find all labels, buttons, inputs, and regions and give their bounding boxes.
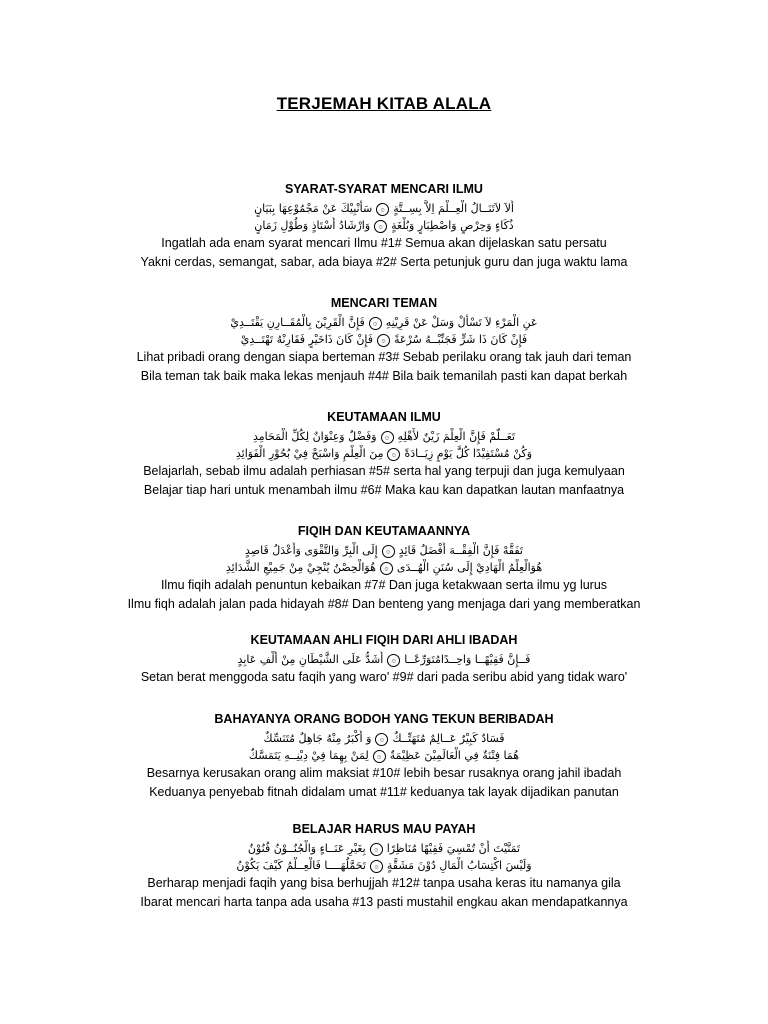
translation-line: Belajar tiap hari untuk menambah ilmu #6# Maka kau kan dapatkan lautan manfaatnya: [143, 483, 625, 497]
arabic-hemistich: وَلَيْسَ اكْتِسَابُ الْمَالِ دُوْنَ مَشَقَّةٍ: [386, 859, 532, 872]
arabic-hemistich: مِنَ الْعِلْمِ وَاسْبَحْ فِيْ بُحُوْرِ الْفَوَائِدِ: [235, 447, 384, 460]
section-keutamaan-ahli-fiqih: [0, 633, 768, 687]
arabic-hemistich: تَمَنَّيْتَ أَنْ تُمْسِيَ فَقِيْهًا مُنَاظِرًا: [386, 842, 521, 855]
arabic-verse: [0, 651, 768, 668]
section-heading: SYARAT-SYARAT MENCARI ILMU: [285, 182, 483, 196]
arabic-hemistich: أَشَدُّ عَلَى الشَّيْطَانِ مِنْ أَلْفِ عَابِدٍ: [237, 653, 384, 666]
arabic-hemistich: هُمَا فِتْنَةٌ فِي الْعَالَمِيْنَ عَظِيْمَةٌ: [389, 749, 520, 762]
translation-line: Berharap menjadi faqih yang bisa berhujjah #12# tanpa usaha keras itu namanya gila: [147, 876, 621, 890]
translation-line: Ilmu fiqih adalah penuntun kebaikan #7# Dan juga ketakwaan serta ilmu yg lurus: [160, 578, 608, 592]
verse-separator-icon: ۞: [382, 545, 395, 558]
arabic-hemistich: وَارْشَادُ أُسْتَاذٍ وَطُوْلِ زَمَانٍ: [254, 219, 371, 232]
arabic-verse: [0, 428, 768, 445]
arabic-verse: [0, 217, 768, 234]
translation-line: Besarnya kerusakan orang alim maksiat #10# lebih besar rusaknya orang jahil ibadah: [146, 766, 622, 780]
verse-separator-icon: ۞: [370, 843, 383, 856]
arabic-hemistich: ذُكَاءٍ وَحِرْصٍ وَاصْطِبَارٍ وَبُلْغَةٍ: [391, 219, 514, 232]
translation-line: Ingatlah ada enam syarat mencari Ilmu #1# Semua akan dijelaskan satu persatu: [161, 236, 607, 250]
arabic-verse: [0, 559, 768, 576]
section-heading: MENCARI TEMAN: [330, 296, 438, 310]
arabic-verse: [0, 445, 768, 462]
arabic-hemistich: فَــإِنَّ فَقِيْهًــا وَاحِــدًامُتَوَرِّعًــا: [404, 653, 531, 666]
arabic-hemistich: سَأُنْبِيْكَ عَنْ مَجْمُوْعِهَا بِبَيَانٍ: [254, 202, 373, 215]
document-title: TERJEMAH KITAB ALALA: [276, 94, 492, 113]
arabic-hemistich: وَكُنْ مُسْتَفِيْدًا كُلَّ يَوْمٍ زِيَــادَةً: [404, 447, 533, 460]
arabic-verse: [0, 542, 768, 559]
verse-separator-icon: ۞: [387, 448, 400, 461]
arabic-hemistich: إِلَى الْبِرِّ وَالتَّقْوَى وَأَعْدَلُ قَاصِدٍ: [245, 544, 378, 557]
verse-separator-icon: ۞: [373, 750, 386, 763]
arabic-hemistich: فَإِنْ كَانَ ذَاخَيْرٍ فَقَارِنْهُ تَهْتَــدِيْ: [240, 333, 374, 346]
verse-separator-icon: ۞: [377, 334, 390, 347]
arabic-hemistich: تَفَقَّهْ فَإِنَّ الْفِقْــهَ أَفْضَلُ قَائِدٍ: [398, 544, 523, 557]
section-syarat-mencari-ilmu: [0, 182, 768, 272]
arabic-hemistich: بِغَيْرِ عَنَــاءٍ وَالْجُنُــوْنُ فُنُوْنٌ: [247, 842, 366, 855]
arabic-hemistich: فَإِنْ كَانَ ذَا شَرٍّ فَجَنِّبْــهُ سُرْعَةً: [394, 333, 528, 346]
translation-line: Yakni cerdas, semangat, sabar, ada biaya #2# Serta petunjuk guru dan juga waktu lama: [140, 255, 628, 269]
verse-separator-icon: ۞: [381, 431, 394, 444]
arabic-hemistich: تَعَــلَّمْ فَإِنَّ الْعِلْمَ زَيْنٌ لأَهْلِهِ: [397, 430, 516, 443]
verse-separator-icon: ۞: [370, 860, 383, 873]
arabic-hemistich: عَنِ الْمَرْءِ لاَ تَسْأَلْ وَسَلْ عَنْ قَرِيْنِهِ: [385, 316, 538, 329]
section-heading: BAHAYANYA ORANG BODOH YANG TEKUN BERIBADAH: [214, 712, 554, 726]
arabic-hemistich: هُوَالْحِصْنُ يُنْجِيْ مِنْ جَمِيْعِ الشَّدَائِدِ: [225, 561, 376, 574]
translation-line: Ibarat mencari harta tanpa ada usaha #13 pasti mustahil engkau akan mendapatkannya: [140, 895, 628, 909]
section-heading: KEUTAMAAN ILMU: [327, 410, 441, 424]
verse-separator-icon: ۞: [374, 220, 387, 233]
verse-separator-icon: ۞: [387, 654, 400, 667]
translation-line: Belajarlah, sebab ilmu adalah perhiasan #5# serta hal yang terpuji dan juga kemulyaan: [143, 464, 625, 478]
verse-separator-icon: ۞: [380, 562, 393, 575]
section-mencari-teman: [0, 296, 768, 386]
arabic-verse: [0, 730, 768, 747]
section-belajar-harus-mau-payah: [0, 822, 768, 912]
arabic-hemistich: وَ أَكْبَرُ مِنْهُ جَاهِلٌ مُتَنَسِّكٌ: [263, 732, 372, 745]
translation-line: Ilmu fiqh adalah jalan pada hidayah #8# Dan benteng yang menjaga dari yang memberatkan: [127, 597, 641, 611]
section-fiqih-dan-keutamaannya: [0, 524, 768, 614]
arabic-hemistich: تَحَمَّلُهَــــا فَالْعِــلْمُ كَيْفَ يَكُوْنُ: [236, 859, 366, 872]
translation-line: Setan berat menggoda satu faqih yang waro' #9# dari pada seribu abid yang tidak waro': [140, 670, 628, 684]
arabic-hemistich: فَسَادٌ كَبِيْرٌ عَــالِمٌ مُتَهَتِّــكٌ: [392, 732, 505, 745]
arabic-hemistich: لِمَنْ بِهِمَا فِيْ دِيْنِــهِ يَتَمَسَّكٌ: [248, 749, 369, 762]
arabic-verse: [0, 857, 768, 874]
arabic-hemistich: أَلاَ لاَتَنَــالُ الْعِــلْمَ اِلاَّ بِسِــتَّةٍ: [393, 202, 514, 215]
arabic-hemistich: وَفَضْلٌ وَعِنْوَانٌ لِكُلِّ الْمَحَامِدِ: [252, 430, 377, 443]
arabic-verse: [0, 200, 768, 217]
translation-line: Lihat pribadi orang dengan siapa berteman #3# Sebab perilaku orang tak jauh dari teman: [136, 350, 632, 364]
verse-separator-icon: ۞: [369, 317, 382, 330]
verse-separator-icon: ۞: [375, 733, 388, 746]
section-heading: FIQIH DAN KEUTAMAANNYA: [297, 524, 471, 538]
arabic-verse: [0, 314, 768, 331]
arabic-verse: [0, 331, 768, 348]
arabic-verse: [0, 840, 768, 857]
section-heading: BELAJAR HARUS MAU PAYAH: [292, 822, 476, 836]
arabic-hemistich: هُوَالْعِلْمُ الْهَادِيْ إِلَى سُنَنِ الْهُــدَى: [396, 561, 543, 574]
section-heading: KEUTAMAAN AHLI FIQIH DARI AHLI IBADAH: [250, 633, 518, 647]
verse-separator-icon: ۞: [376, 203, 389, 216]
arabic-hemistich: فَإِنَّ الْقَرِيْنَ بِالْمُقَــارِنِ يَقْتَــدِيْ: [230, 316, 365, 329]
arabic-verse: [0, 747, 768, 764]
translation-line: Bila teman tak baik maka lekas menjauh #4# Bila baik temanilah pasti kan dapat berkah: [140, 369, 628, 383]
section-bahayanya-orang-bodoh: [0, 712, 768, 802]
translation-line: Keduanya penyebab fitnah didalam umat #11# keduanya tak layak dijadikan panutan: [149, 785, 619, 799]
section-keutamaan-ilmu: [0, 410, 768, 500]
